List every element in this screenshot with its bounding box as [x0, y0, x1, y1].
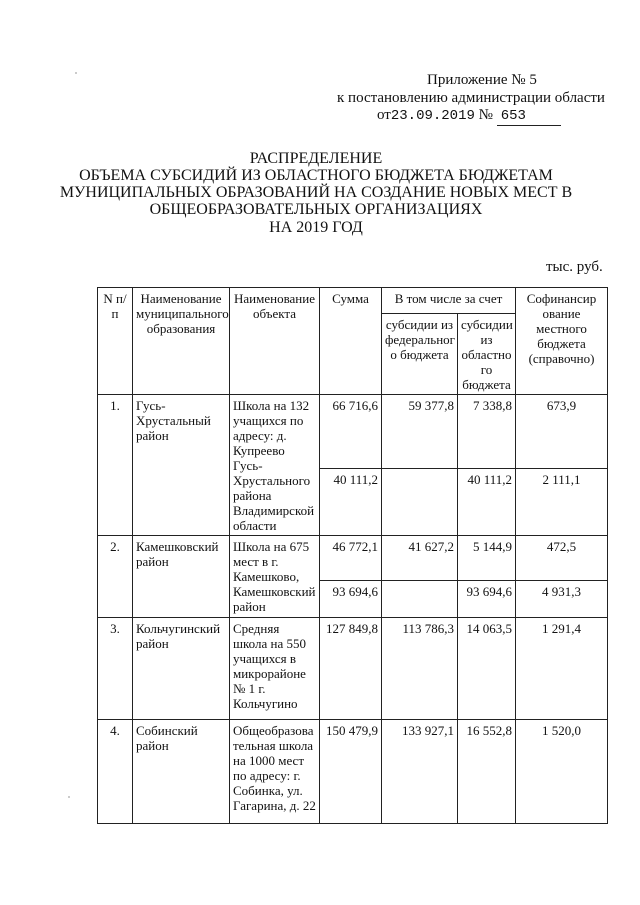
unit-label: тыс. руб.: [546, 259, 603, 275]
row-regional: 16 552,8: [458, 720, 516, 824]
row-object: Школа на 132 учащихся по адресу: д. Купреево Гусь-Хрустального района Владимирской области: [230, 395, 320, 536]
row-num: 2.: [98, 536, 133, 618]
row-municipality: Камешковский район: [133, 536, 230, 618]
appendix-label: Приложение № 5: [427, 72, 537, 88]
row-object: Школа на 675 мест в г. Камешково, Камешковский район: [230, 536, 320, 618]
row-sum: 40 111,2: [320, 468, 382, 535]
row-sum: 66 716,6: [320, 395, 382, 469]
row-municipality: Собинский район: [133, 720, 230, 824]
subsidy-table: [97, 287, 608, 824]
document-subtitle-line-2: МУНИЦИПАЛЬНЫХ ОБРАЗОВАНИЙ НА СОЗДАНИЕ НОВЫХ МЕСТ В: [59, 184, 573, 201]
number-sign: №: [478, 107, 493, 123]
row-sum: 150 479,9: [320, 720, 382, 824]
header-num: N п/п: [98, 288, 133, 395]
row-cofinancing: 4 931,3: [516, 581, 608, 618]
date-prefix: от: [377, 107, 391, 123]
document-subtitle-line-4: НА 2019 ГОД: [269, 219, 363, 236]
row-federal: [382, 468, 458, 535]
header-sum: Сумма: [320, 288, 382, 395]
row-cofinancing: 2 111,1: [516, 468, 608, 535]
row-cofinancing: 673,9: [516, 395, 608, 469]
document-subtitle-line-3: ОБЩЕОБРАЗОВАТЕЛЬНЫХ ОРГАНИЗАЦИЯХ: [149, 201, 483, 218]
document-subtitle-line-1: ОБЪЕМА СУБСИДИЙ ИЗ ОБЛАСТНОГО БЮДЖЕТА БЮДЖЕТАМ: [79, 167, 553, 184]
row-regional: 7 338,8: [458, 395, 516, 469]
row-federal: 59 377,8: [382, 395, 458, 469]
row-federal: [382, 581, 458, 618]
header-cofinancing: Софинансир ование местного бюджета (справочно): [516, 288, 608, 395]
row-regional: 5 144,9: [458, 536, 516, 581]
row-cofinancing: 1 520,0: [516, 720, 608, 824]
row-sum: 127 849,8: [320, 618, 382, 720]
row-num: 1.: [98, 395, 133, 536]
row-sum: 46 772,1: [320, 536, 382, 581]
row-object: Общеобразова тельная школа на 1000 мест по адресу: г. Собинка, ул. Гагарина, д. 22: [230, 720, 320, 824]
document-title: РАСПРЕДЕЛЕНИЕ: [249, 150, 383, 167]
resolution-date-line: [377, 106, 561, 126]
resolution-number: 653: [497, 107, 561, 126]
resolution-date: 23.09.2019: [390, 108, 475, 124]
header-including: В том числе за счет: [382, 288, 516, 314]
row-num: 3.: [98, 618, 133, 720]
row-regional: 93 694,6: [458, 581, 516, 618]
row-regional: 40 111,2: [458, 468, 516, 535]
scan-speck: [68, 796, 70, 798]
row-regional: 14 063,5: [458, 618, 516, 720]
row-municipality: Кольчугинский район: [133, 618, 230, 720]
row-cofinancing: 472,5: [516, 536, 608, 581]
header-object: Наименование объекта: [230, 288, 320, 395]
row-federal: 133 927,1: [382, 720, 458, 824]
resolution-label: к постановлению администрации области: [337, 90, 605, 106]
row-municipality: Гусь-Хрустальный район: [133, 395, 230, 536]
row-cofinancing: 1 291,4: [516, 618, 608, 720]
row-federal: 41 627,2: [382, 536, 458, 581]
row-object: Средняя школа на 550 учащихся в микрорайоне № 1 г. Кольчугино: [230, 618, 320, 720]
row-federal: 113 786,3: [382, 618, 458, 720]
scan-speck: [75, 72, 77, 74]
header-municipality: Наименование муниципального образования: [133, 288, 230, 395]
header-federal: субсидии из федеральног о бюджета: [382, 314, 458, 395]
row-sum: 93 694,6: [320, 581, 382, 618]
row-num: 4.: [98, 720, 133, 824]
header-regional: субсидии из областно го бюджета: [458, 314, 516, 395]
